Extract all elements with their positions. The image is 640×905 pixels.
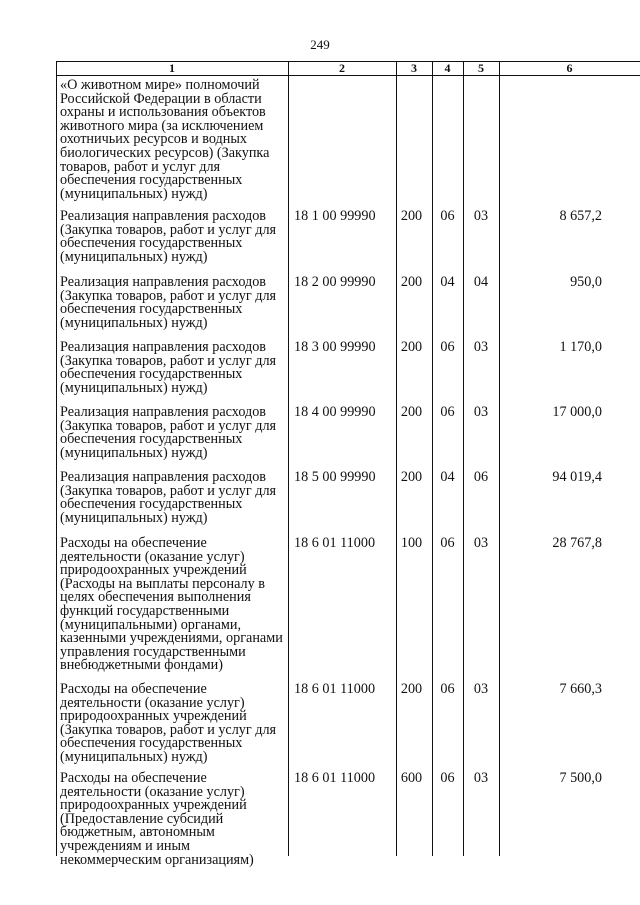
header-col-4: 4 <box>444 61 451 75</box>
row-pr: 06 <box>473 469 489 485</box>
row-pr: 03 <box>473 681 489 697</box>
row-rz: 06 <box>440 339 455 355</box>
col-border-3-4 <box>432 61 433 856</box>
col-border-4-5 <box>463 61 464 856</box>
row-rz: 06 <box>440 404 455 420</box>
row-sum: 950,0 <box>570 274 602 290</box>
row-pr: 03 <box>473 770 489 786</box>
row-name: Расходы на обеспечение деятельности (оказание услуг) природоохранных учреждений (Предоставление субсидий бюджетным, автономным учреждениям и иным некоммерческим организациям) <box>60 770 254 868</box>
row-sum: 17 000,0 <box>552 404 602 420</box>
row-name: Расходы на обеспечение деятельности (оказание услуг) природоохранных учреждений (Закупка товаров, работ и услуг для обеспечения государственных (муниципальных) нужд) <box>60 681 277 765</box>
col-border-5-6 <box>499 61 500 856</box>
header-col-3: 3 <box>411 61 417 75</box>
page-number: 249 <box>310 37 330 52</box>
row-name: Реализация направления расходов (Закупка товаров, работ и услуг для обеспечения государственных (муниципальных) нужд) <box>60 274 277 331</box>
row-name: Реализация направления расходов (Закупка товаров, работ и услуг для обеспечения государственных (муниципальных) нужд) <box>60 208 277 265</box>
row-code: 18 4 00 99990 <box>294 404 376 420</box>
row-rz: 06 <box>440 208 455 224</box>
row-sum: 28 767,8 <box>552 535 602 551</box>
row-code: 18 6 01 11000 <box>294 535 376 551</box>
row-name: Расходы на обеспечение деятельности (оказание услуг) природоохранных учреждений (Расходы на выплаты персоналу в целях обеспечения выполнения функций государственными (муниципальными) органами, казенными учреждениями, органами управления государственными внебюджетными фондами) <box>60 535 283 674</box>
row-vr: 200 <box>400 274 423 290</box>
row-code: 18 2 00 99990 <box>294 274 376 290</box>
row-pr: 03 <box>473 404 489 420</box>
col-border-left <box>56 61 57 856</box>
row-sum: 1 170,0 <box>559 339 602 355</box>
row-sum: 94 019,4 <box>552 469 602 485</box>
row-name: Реализация направления расходов (Закупка товаров, работ и услуг для обеспечения государственных (муниципальных) нужд) <box>60 469 277 526</box>
header-col-6: 6 <box>566 61 573 75</box>
row-vr: 200 <box>400 469 423 485</box>
row-sum: 7 500,0 <box>559 770 602 786</box>
row-rz: 06 <box>440 770 455 786</box>
row-pr: 03 <box>473 339 489 355</box>
row-code: 18 1 00 99990 <box>294 208 376 224</box>
budget-table <box>56 61 640 868</box>
row-rz: 06 <box>440 681 455 697</box>
row-rz: 06 <box>440 535 455 551</box>
row-vr: 200 <box>400 681 423 697</box>
row-rz: 04 <box>440 274 455 290</box>
row-vr: 200 <box>400 208 423 224</box>
row-vr: 200 <box>400 339 423 355</box>
row-vr: 100 <box>400 535 423 551</box>
row-name: «О животном мире» полномочий Российской Федерации в области охраны и использования объектов животного мира (за исключением охотничьих ресурсов и водных биологических ресурсов) (Закупка товаров, работ и услуг для обеспечения государственных (муниципальных) нужд) <box>60 77 270 202</box>
row-vr: 600 <box>400 770 423 786</box>
row-pr: 04 <box>473 274 489 290</box>
header-col-5: 5 <box>478 61 484 75</box>
row-pr: 03 <box>473 535 489 551</box>
row-sum: 8 657,2 <box>559 208 602 224</box>
col-border-2-3 <box>396 61 397 856</box>
row-vr: 200 <box>400 404 423 420</box>
col-border-1-2 <box>288 61 289 856</box>
row-pr: 03 <box>473 208 489 224</box>
row-rz: 04 <box>440 469 455 485</box>
row-code: 18 3 00 99990 <box>294 339 376 355</box>
row-name: Реализация направления расходов (Закупка товаров, работ и услуг для обеспечения государственных (муниципальных) нужд) <box>60 339 277 396</box>
row-name: Реализация направления расходов (Закупка товаров, работ и услуг для обеспечения государственных (муниципальных) нужд) <box>60 404 277 461</box>
row-code: 18 5 00 99990 <box>294 469 376 485</box>
row-code: 18 6 01 11000 <box>294 681 376 697</box>
header-bottom-border <box>56 75 640 76</box>
header-col-1: 1 <box>169 61 175 75</box>
row-code: 18 6 01 11000 <box>294 770 376 786</box>
row-sum: 7 660,3 <box>559 681 602 697</box>
header-col-2: 2 <box>339 61 345 75</box>
